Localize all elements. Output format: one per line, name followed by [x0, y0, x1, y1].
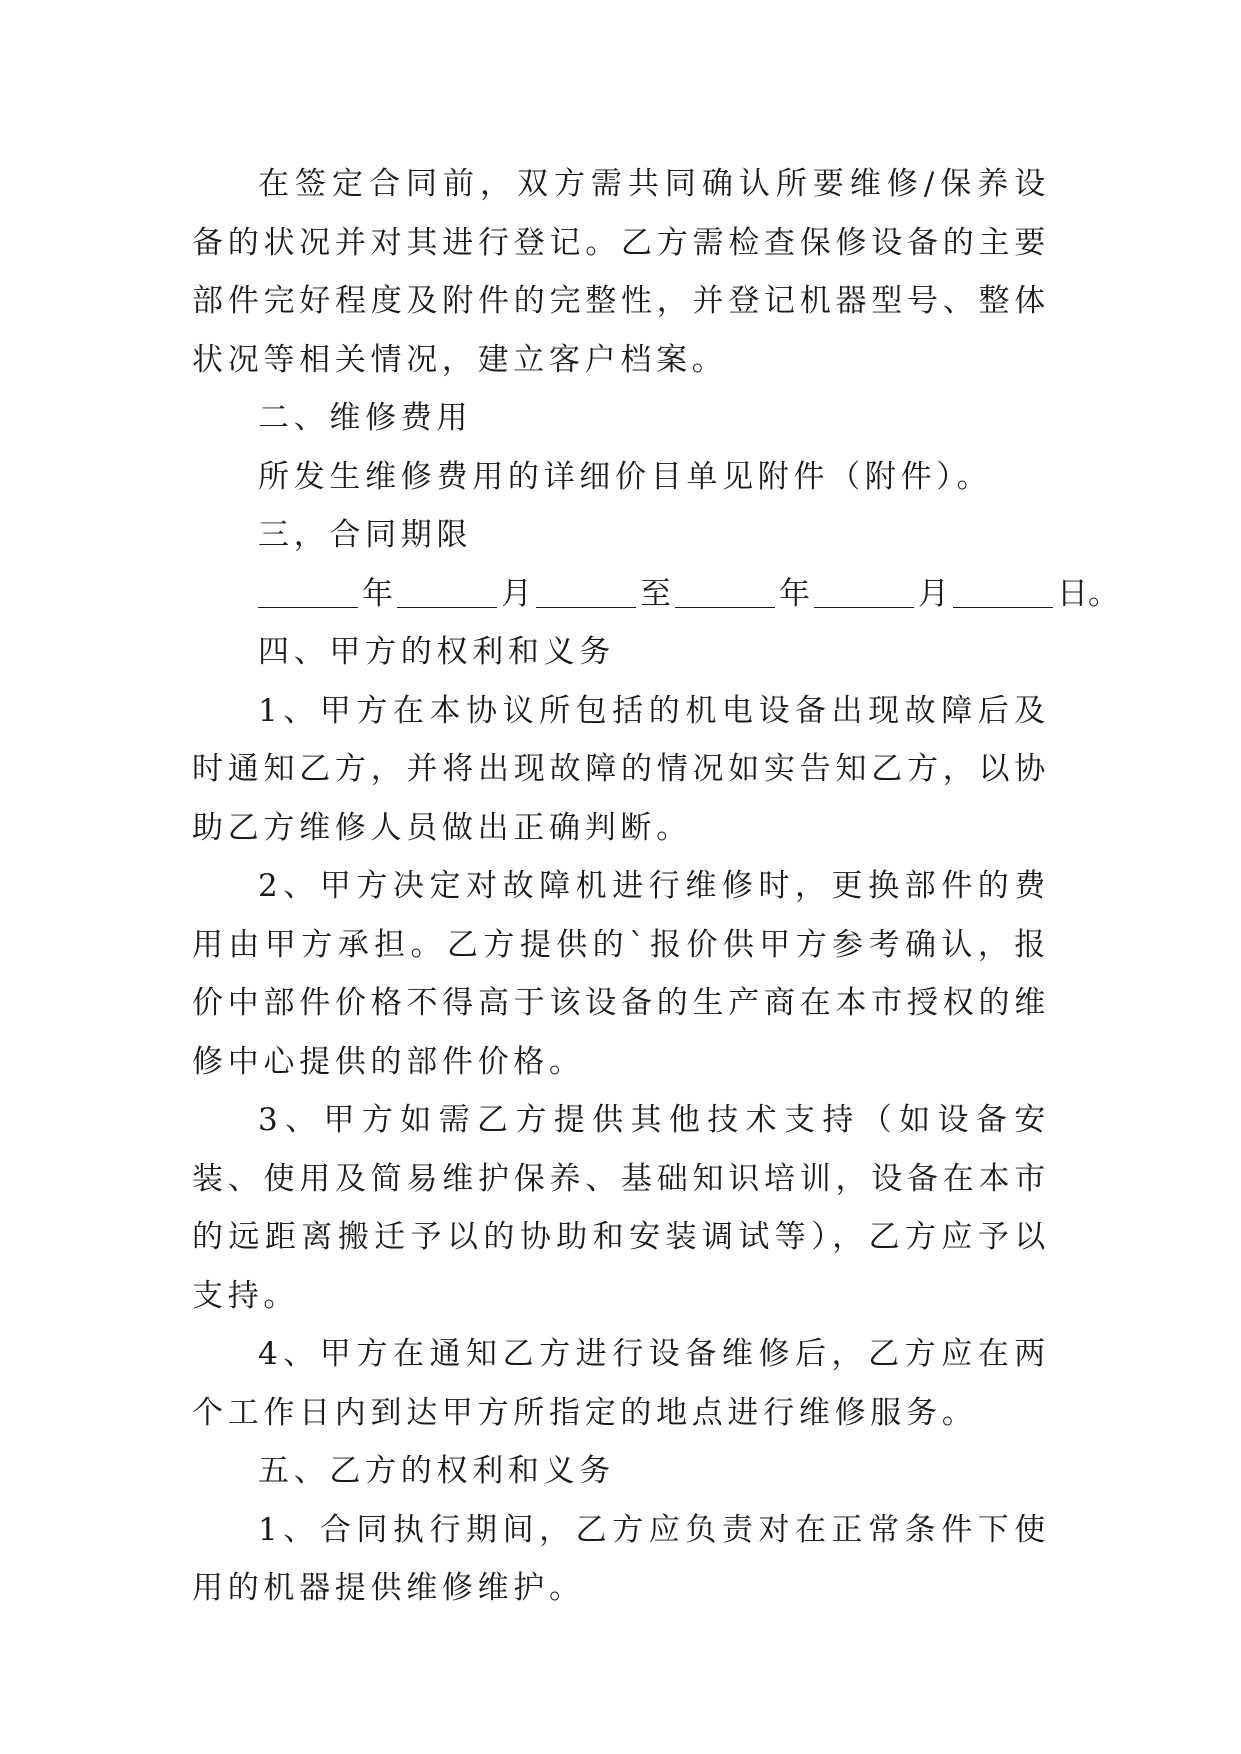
paragraph-party-a-item-4: 4、甲方在通知乙方进行设备维修后，乙方应在两个工作日内到达甲方所指定的地点进行维修服务。 [192, 1336, 1050, 1431]
contract-term-date-line [192, 565, 1119, 624]
blank-end-month[interactable] [814, 577, 914, 608]
paragraph-party-a-item-1: 1、甲方在本协议所包括的机电设备出现故障后及时通知乙方，并将出现故障的情况如实告知乙方，以协助乙方维修人员做出正确判断。 [192, 692, 1050, 846]
blank-end-year[interactable] [675, 577, 775, 608]
document-body [192, 155, 1119, 1618]
section-heading-party-a-rights: 四、甲方的权利和义务 [258, 634, 615, 670]
paragraph-party-b-item-1: 1、合同执行期间，乙方应负责对在正常条件下使用的机器提供维修维护。 [192, 1511, 1050, 1606]
blank-end-day[interactable] [953, 577, 1053, 608]
section-heading-party-b-rights: 五、乙方的权利和义务 [258, 1453, 615, 1489]
section-heading-contract-term: 三，合同期限 [258, 517, 473, 553]
blank-start-day[interactable] [536, 577, 636, 608]
date-unit-day-end: 日。 [1057, 575, 1119, 612]
blank-start-year[interactable] [258, 577, 358, 608]
date-unit-month-end: 月 [918, 575, 949, 612]
paragraph-party-a-item-3: 3、甲方如需乙方提供其他技术支持（如设备安装、使用及简易维护保养、基础知识培训，设备在本市的远距离搬迁予以的协助和安装调试等），乙方应予以支持。 [192, 1102, 1050, 1314]
date-unit-year-end: 年 [779, 575, 810, 612]
paragraph-party-a-item-2: 2、甲方决定对故障机进行维修时，更换部件的费用由甲方承担。乙方提供的`报价供甲方参考确认，报价中部件价格不得高于该设备的生产商在本市授权的维修中心提供的部件价格。 [192, 868, 1050, 1080]
section-heading-repair-fees: 二、维修费用 [258, 400, 473, 436]
date-unit-month-start: 月 [501, 575, 532, 612]
paragraph-repair-fees: 所发生维修费用的详细价目单见附件（附件）。 [258, 458, 993, 495]
paragraph-registration: 在签定合同前，双方需共同确认所要维修/保养设备的状况并对其进行登记。乙方需检查保修设备的主要部件完好程度及附件的完整性，并登记机器型号、整体状况等相关情况，建立客户档案。 [192, 166, 1050, 378]
date-unit-to: 至 [640, 575, 671, 612]
blank-start-month[interactable] [397, 577, 497, 608]
date-unit-year-start: 年 [362, 575, 393, 612]
